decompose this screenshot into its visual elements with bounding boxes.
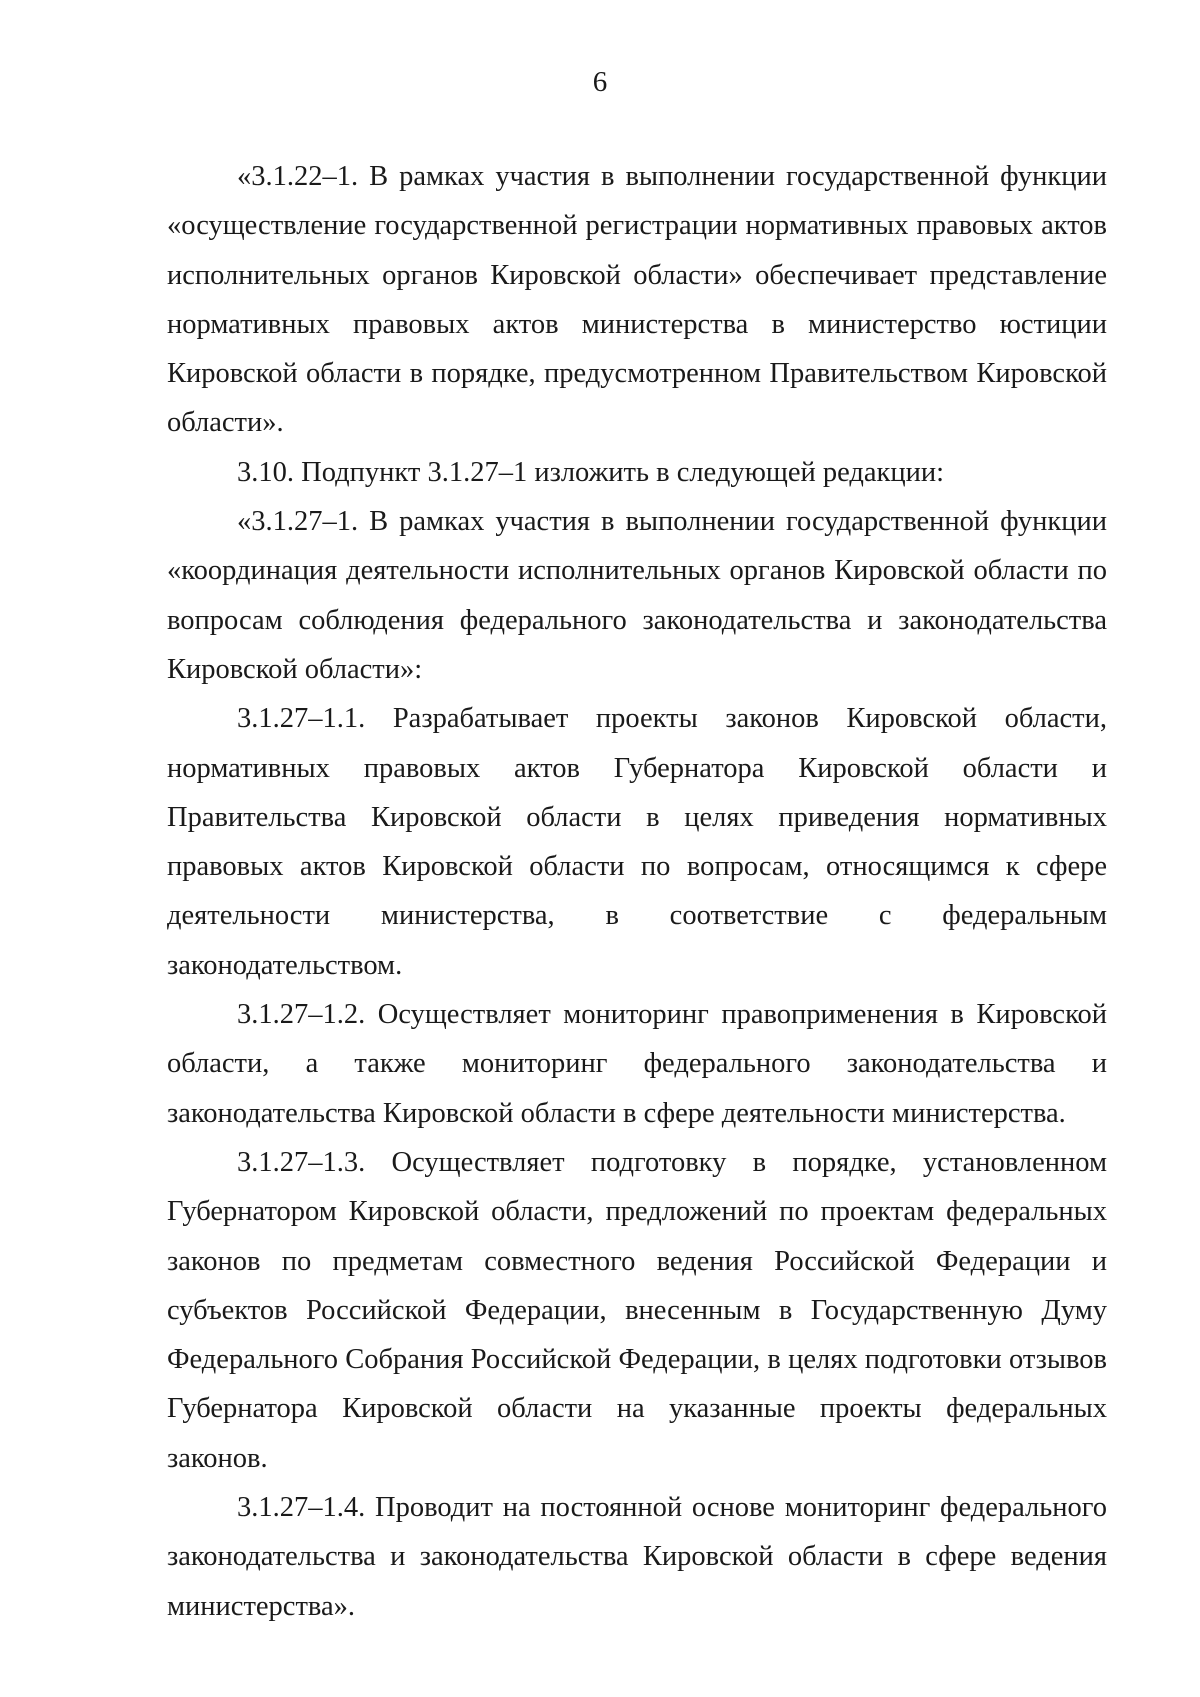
paragraph-3-1-22-1: «3.1.22–1. В рамках участия в выполнении государственной функции «осуществление государственной регистрации нормативных правовых актов исполнительных органов Кировской области» обеспечивает представление нормативных правовых актов министерства в министерство юстиции Кировской области в порядке, предусмотренном Правительством Кировской области». [167, 161, 1107, 439]
paragraph-3-1-27-1-2: 3.1.27–1.2. Осуществляет мониторинг правоприменения в Кировской области, а также мониторинг федерального законодательства и законодательства Кировской области в сфере деятельности министерства. [167, 999, 1107, 1129]
paragraph-3-1-27-1: «3.1.27–1. В рамках участия в выполнении государственной функции «координация деятельности исполнительных органов Кировской области по вопросам соблюдения федерального законодательства и законодательства Кировской области»: [167, 506, 1107, 685]
paragraph-3-1-27-1-3: 3.1.27–1.3. Осуществляет подготовку в порядке, установленном Губернатором Кировской области, предложений по проектам федеральных законов по предметам совместного ведения Российской Федерации и субъектов Российской Федерации, внесенным в Государственную Думу Федерального Собрания Российской Федерации, в целях подготовки отзывов Губернатора Кировской области на указанные проекты федеральных законов. [167, 1146, 1107, 1474]
paragraph-3-1-27-1-4: 3.1.27–1.4. Проводит на постоянной основе мониторинг федерального законодательства и законодательства Кировской области в сфере ведения министерства». [167, 1492, 1107, 1622]
document-body [167, 152, 1107, 1631]
paragraph-3-10: 3.10. Подпункт 3.1.27–1 изложить в следующей редакции: [237, 456, 945, 488]
page-number: 6 [592, 66, 608, 98]
paragraph-3-1-27-1-1: 3.1.27–1.1. Разрабатывает проекты законов Кировской области, нормативных правовых актов Губернатора Кировской области и Правительства Кировской области в целях приведения нормативных правовых актов Кировской области по вопросам, относящимся к сфере деятельности министерства, в соответствие с федеральным законодательством. [167, 703, 1107, 981]
